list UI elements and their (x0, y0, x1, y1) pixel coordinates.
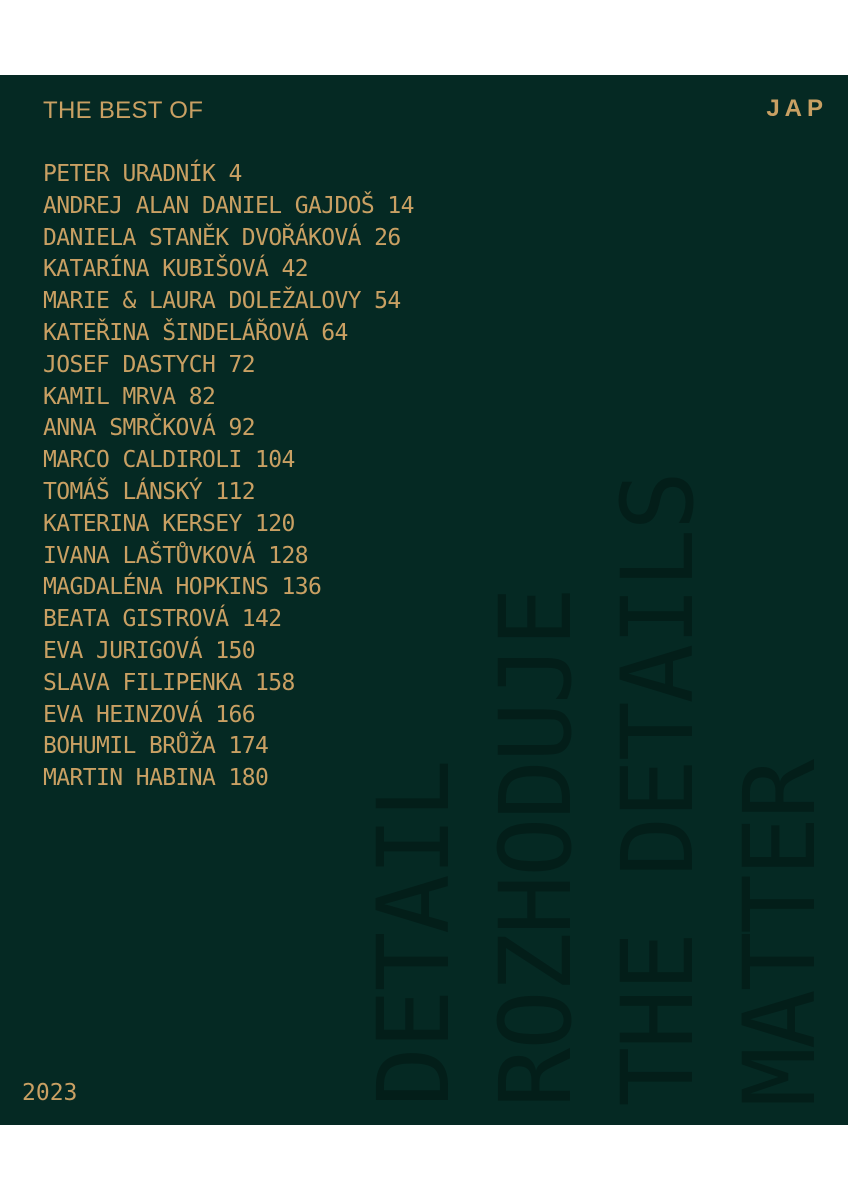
toc-item: BOHUMIL BRŮŽA 174 (43, 733, 269, 760)
series-kicker: THE BEST OF (43, 97, 204, 124)
toc-item: EVA HEINZOVÁ 166 (43, 701, 255, 728)
toc-item: MAGDALÉNA HOPKINS 136 (43, 574, 322, 601)
vertical-title-line: DETAIL (357, 761, 472, 1107)
toc-item: IVANA LAŠTŮVKOVÁ 128 (43, 542, 308, 569)
table-of-contents (43, 159, 414, 795)
toc-item: KAMIL MRVA 82 (43, 383, 216, 410)
toc-item: JOSEF DASTYCH 72 (43, 351, 255, 378)
edition-year: 2023 (22, 1080, 78, 1106)
toc-item: DANIELA STANĚK DVOŘÁKOVÁ 26 (43, 224, 401, 251)
toc-item: MARIE & LAURA DOLEŽALOVY 54 (43, 288, 401, 315)
toc-item: EVA JURIGOVÁ 150 (43, 637, 255, 664)
vertical-title-line: ROZHODUJE (479, 588, 594, 1107)
toc-item: TOMÁŠ LÁNSKÝ 112 (43, 478, 255, 505)
vertical-title-line: THE DETAILS (601, 473, 716, 1107)
toc-item: MARTIN HABINA 180 (43, 765, 269, 792)
toc-item: PETER URADNÍK 4 (43, 161, 242, 187)
vertical-title-line: MATTER (723, 761, 838, 1107)
toc-item: ANDREJ ALAN DANIEL GAJDOŠ 14 (43, 192, 414, 219)
toc-item: ANNA SMRČKOVÁ 92 (43, 415, 255, 442)
toc-item: SLAVA FILIPENKA 158 (43, 669, 295, 696)
toc-item: MARCO CALDIROLI 104 (43, 447, 295, 474)
publisher-logo: JAP (766, 95, 828, 122)
toc-item: KATARÍNA KUBIŠOVÁ 42 (43, 256, 308, 283)
book-cover (0, 75, 848, 1125)
toc-item: BEATA GISTROVÁ 142 (43, 606, 282, 633)
toc-item: KATERINA KERSEY 120 (43, 510, 295, 537)
toc-item: KATEŘINA ŠINDELÁŘOVÁ 64 (43, 319, 348, 346)
